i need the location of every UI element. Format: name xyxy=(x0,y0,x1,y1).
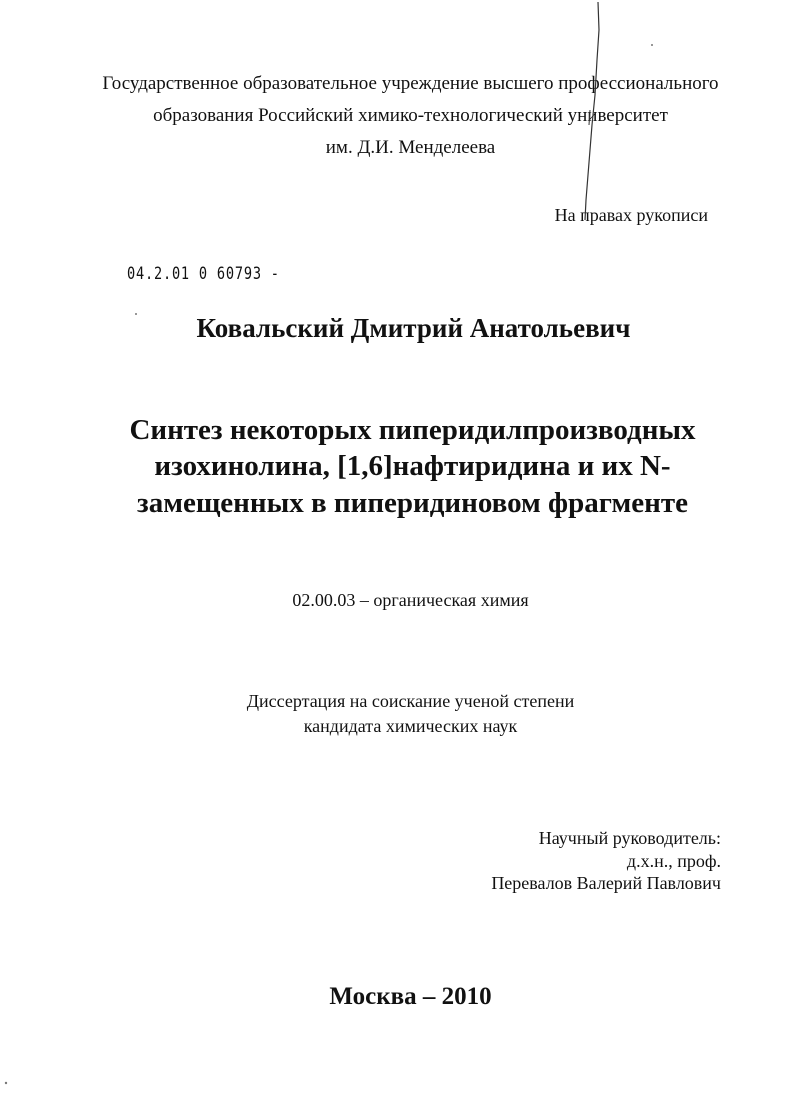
specialty-code: 02.00.03 – органическая химия xyxy=(292,590,529,610)
author-name: Ковальский Дмитрий Анатольевич xyxy=(196,313,631,343)
rights-note: На правах рукописи xyxy=(554,205,708,225)
degree-line-2: кандидата химических наук xyxy=(303,716,518,736)
city-year: Москва – 2010 xyxy=(329,983,492,1010)
title-line-2: изохинолина, [1,6]нафтиридина и их N- xyxy=(154,450,671,482)
institution-line-3: им. Д.И. Менделеева xyxy=(325,137,496,158)
registration-stamp: 04.2.01 0 60793 - xyxy=(127,264,280,284)
institution-line-2: образования Российский химико-технологический университет xyxy=(153,105,668,126)
supervisor-name: Перевалов Валерий Павлович xyxy=(491,873,721,893)
institution-line-1: Государственное образовательное учреждение высшего профессионального xyxy=(102,73,719,94)
title-line-1: Синтез некоторых пиперидилпроизводных xyxy=(129,414,696,446)
supervisor-rank: д.х.н., проф. xyxy=(626,851,721,871)
supervisor-label: Научный руководитель: xyxy=(538,828,721,848)
degree-line-1: Диссертация на соискание ученой степени xyxy=(246,691,575,711)
title-line-3: замещенных в пиперидиновом фрагменте xyxy=(137,487,688,519)
